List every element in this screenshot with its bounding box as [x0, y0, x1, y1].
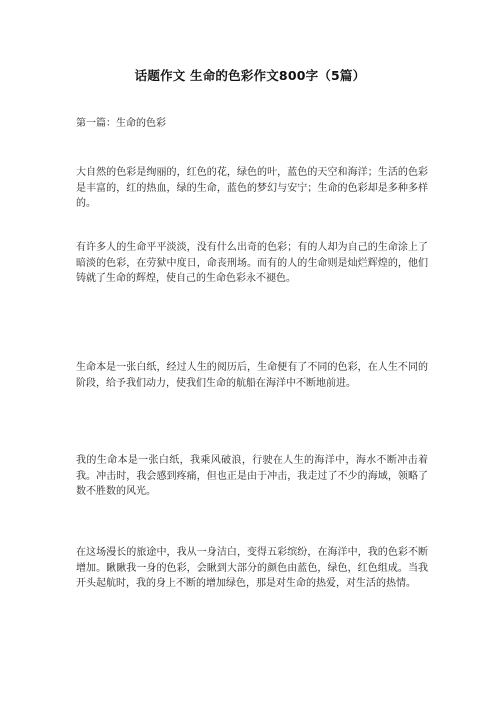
- paragraph-2: 有许多人的生命平平淡淡，没有什么出奇的色彩；有的人却为自己的生命涂上了暗淡的色彩，在劳狱中度日，命丧刑场。而有的人的生命则是灿烂辉煌的，他们铸就了生命的辉煌，使自己的生命色彩永不褪色。: [76, 242, 428, 284]
- paragraph-5: 在这场漫长的旅途中，我从一身洁白，变得五彩缤纷，在海洋中，我的色彩不断增加。瞅瞅我一身的色彩，会瞅到大部分的颜色由蓝色，绿色，红色组成。当我开头起航时，我的身上不断的增加绿色，那是对生命的热爱，对生活的热情。: [76, 547, 428, 589]
- paragraph-4: 我的生命本是一张白纸，我乘风破浪，行驶在人生的海洋中，海水不断冲击着我。冲击时，我会感到疼痛，但也正是由于冲击，我走过了不少的海域，领略了数不胜数的风光。: [76, 455, 428, 497]
- section-heading: 第一篇：生命的色彩: [76, 118, 166, 129]
- paragraph-1: 大自然的色彩是绚丽的，红色的花，绿色的叶，蓝色的天空和海洋；生活的色彩是丰富的，红的热血，绿的生命，蓝色的梦幻与安宁；生命的色彩却是多种多样的。: [76, 167, 428, 209]
- paragraph-3: 生命本是一张白纸，经过人生的阅历后，生命便有了不同的色彩，在人生不同的阶段，给予我们动力，使我们生命的航船在海洋中不断地前进。: [76, 362, 428, 389]
- document-title: 话题作文 生命的色彩作文800字（5篇）: [134, 68, 366, 83]
